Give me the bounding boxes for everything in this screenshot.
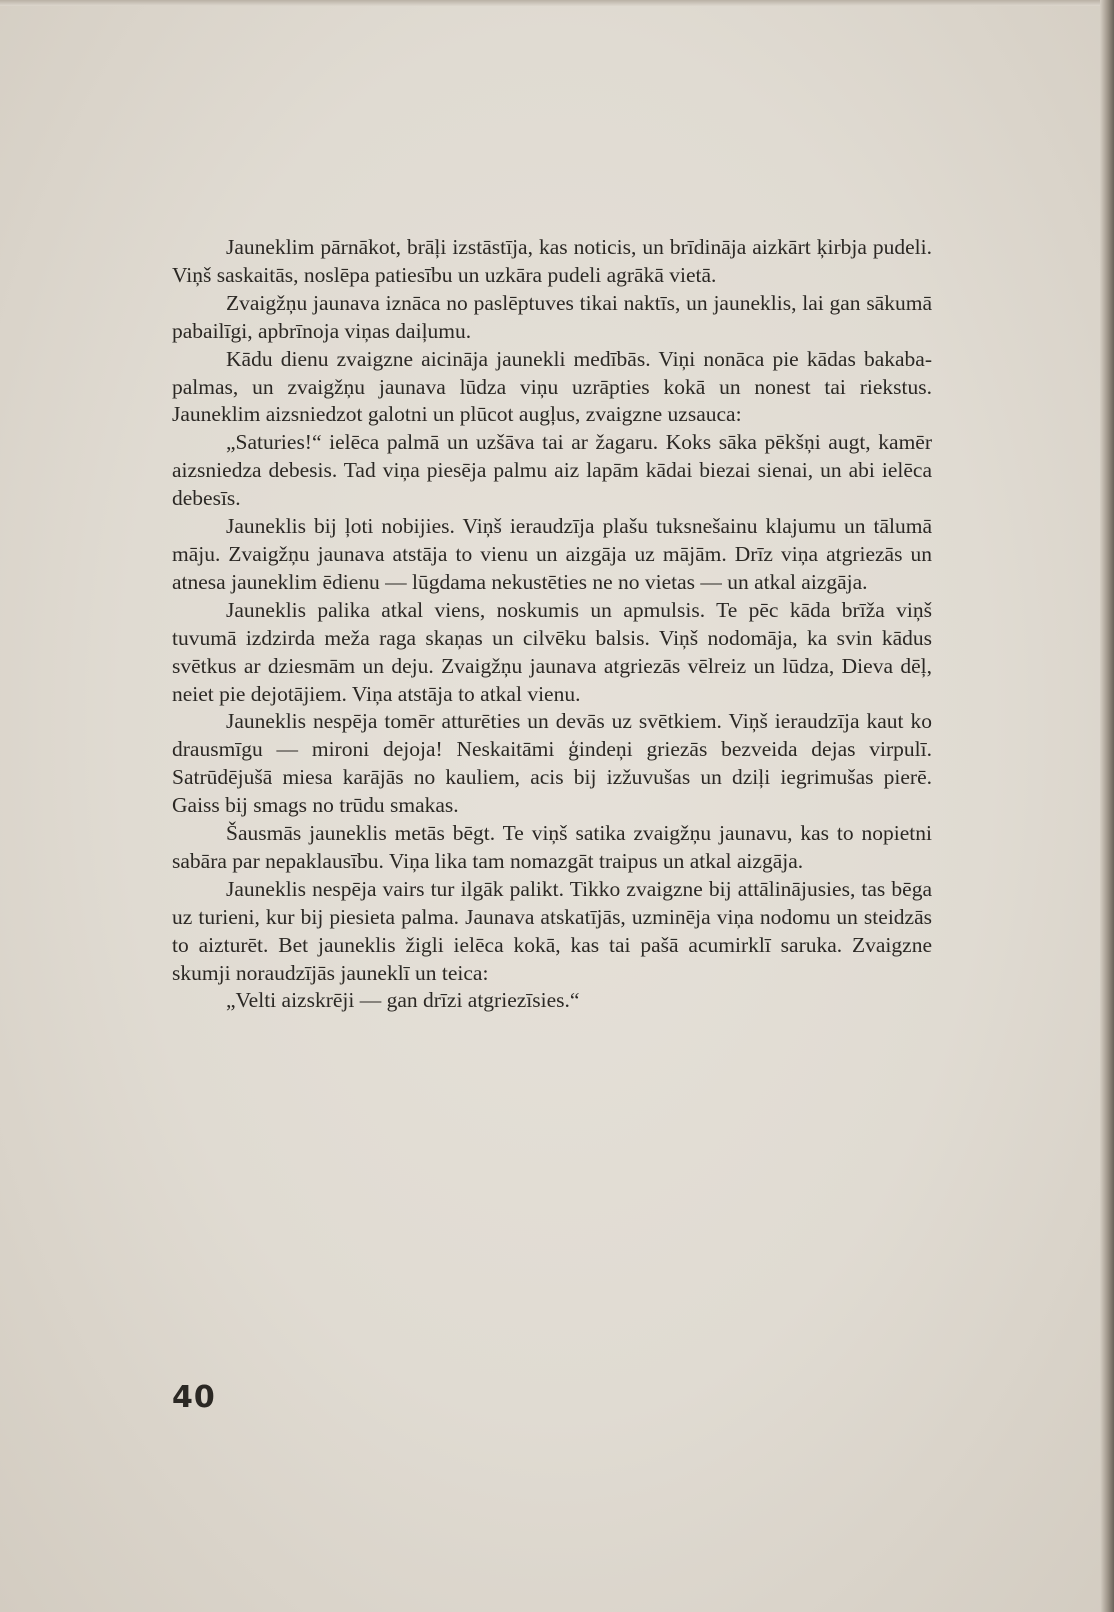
paragraph: Jauneklis nespēja vairs tur ilgāk palikt. Tikko zvaigzne bij attālinājusies, tas bēga uz turieni, kur bij piesieta palma. Jaunava atskatījās, uzminēja viņa nodomu un steidzās to aizturēt. Bet jauneklis žigli ielēca kokā, kas tai pašā acumirklī saruka. Zvaigzne skumji noraudzījās jauneklī un teica: [172,876,932,985]
page-top-edge [0,0,1114,6]
paragraph: Jauneklis bij ļoti nobijies. Viņš ieraudzīja plašu tuksnešainu klajumu un tālumā māju. Zvaigžņu jaunava atstāja to vienu un aizgāja uz mājām. Drīz viņa atgriezās un atnesa jauneklim ēdienu — lūgdama nekustēties ne no vietas — un atkal aizgāja. [172,514,932,594]
paragraph: Zvaigžņu jaunava iznāca no paslēptuves tikai naktīs, un jauneklis, lai gan sākumā pabailīgi, apbrīnoja viņas daiļumu. [172,290,932,343]
page-binding-edge [1100,0,1114,1612]
paragraph: Jauneklis palika atkal viens, noskumis un apmulsis. Te pēc kāda brīža viņš tuvumā izdzirda meža raga skaņas un cilvēku balsis. Viņš nodomāja, ka svin kādus svētkus ar dziesmām un deju. Zvaigžņu jaunava atgriezās vēlreiz un lūdza, Dieva dēļ, neiet pie dejotājiem. Viņa atstāja to atkal vienu. [172,597,932,706]
paragraph: Šausmās jauneklis metās bēgt. Te viņš satika zvaigžņu jaunavu, kas to nopietni sabāra par nepaklausību. Viņa lika tam nomazgāt traipus un atkal aizgāja. [172,821,932,873]
paragraph: Jauneklim pārnākot, brāļi izstāstīja, kas noticis, un brīdināja aizkārt ķirbja pudeli. Viņš saskaitās, noslēpa patiesību un uzkāra pudeli agrākā vietā. [172,235,932,287]
body-text [172,234,932,1015]
paragraph: Jauneklis nespēja tomēr atturēties un devās uz svētkiem. Viņš ieraudzīja kaut ko drausmīgu — mironi dejoja! Neskaitāmi ģindeņi griezās bezveida dejas virpulī. Satrūdējušā miesa karājās no kauliem, acis bij izžuvušas un dziļi iegrimušas pierē. Gaiss bij smags no trūdu smakas. [172,709,932,818]
paragraph: „Saturies!“ ielēca palmā un uzšāva tai ar žagaru. Koks sāka pēkšņi augt, kamēr aizsniedza debesis. Tad viņa piesēja palmu aiz lapām kādai biezai sienai, un abi ielēca debesīs. [172,430,932,511]
page-number: 40 [172,1380,216,1415]
paragraph: „Velti aizskrēji — gan drīzi atgriezīsies.“ [226,988,580,1013]
paragraph: Kādu dienu zvaigzne aicināja jaunekli medībās. Viņi nonāca pie kādas bakaba-palmas, un zvaigžņu jaunava lūdza viņu uzrāpties kokā un nonest tai riekstus. Jauneklim aizsniedzot galotni un plūcot augļus, zvaigzne uzsauca: [172,346,932,427]
